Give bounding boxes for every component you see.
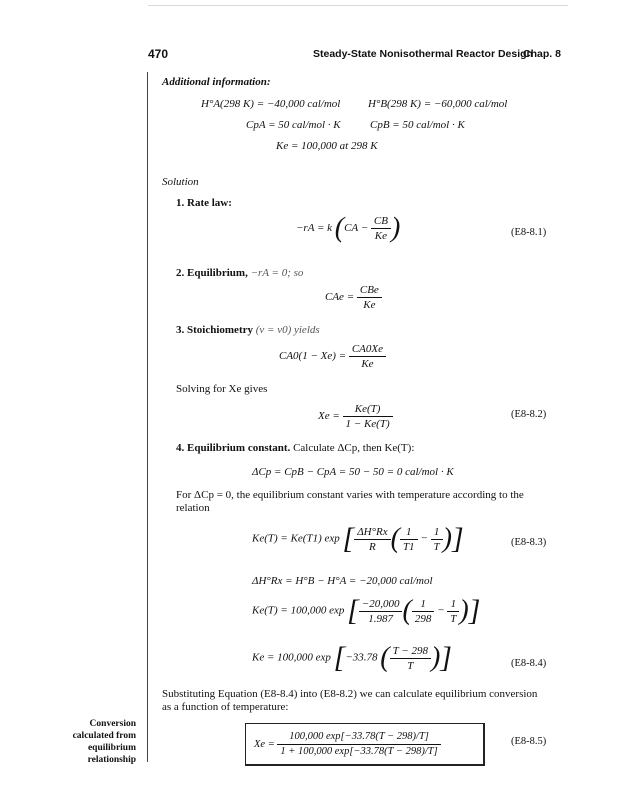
vant-hoff-equation: Ke(T) = Ke(T1) exp [ $\frac{\Delta H^\circ Rx}{R}$ ( $\frac{1}{T1}$ − $\frac{1}{T}$ )]	[252, 522, 464, 555]
stoichiometry-equation: CA0(1 − Xe) = $\frac{CA0Xe}{Ke}$	[279, 342, 386, 371]
margin-note: Conversion calculated from equilibrium relationship	[72, 719, 136, 765]
page-number: 470	[148, 47, 169, 61]
running-title: Steady-State Nonisothermal Reactor Design	[313, 48, 533, 60]
chapter-label: Chap. 8	[523, 48, 561, 60]
equation-number-1: (E8-8.1)	[511, 227, 547, 238]
rate-law-fraction: $\frac{CB}{Ke}$	[371, 214, 391, 243]
equilibrium-constant-given: Ke = 100,000 at 298 K	[276, 140, 378, 152]
rate-law-lhs: −rA = k	[296, 222, 333, 235]
equation-number-4: (E8-8.4)	[511, 658, 547, 669]
paragraph-substituting: Substituting Equation (E8-8.4) into (E8-8.2) we can calculate equilibrium conversion as a function of temperature:	[162, 688, 538, 713]
paren-open: (	[334, 212, 345, 244]
conversion-equation: Xe = $\frac{Ke(T)}{1 - Ke(T)}$	[318, 402, 393, 431]
rate-law-equation: −rA = k (CA − $\frac{CB}{Ke}$ )	[296, 212, 401, 244]
step-rate-law: 1. Rate law:	[176, 197, 232, 209]
top-rule	[148, 5, 568, 6]
final-conversion-equation: Xe = $\frac{100,000 \exp[-33.78(T - 298)/T]}{1 + 100,000 \exp[-33.78(T - 298)/T]}$	[254, 730, 441, 759]
step-equilibrium-constant: 4. Equilibrium constant. Calculate ΔCp, then Ke(T):	[176, 442, 415, 454]
equation-number-2: (E8-8.2)	[511, 409, 547, 420]
paragraph-constant-variation: For ΔCp = 0, the equilibrium constant varies with temperature according to the relation	[176, 489, 524, 514]
heat-capacity-a: CpA = 50 cal/mol · K	[246, 119, 341, 131]
heat-capacity-b: CpB = 50 cal/mol · K	[370, 119, 465, 131]
step-stoichiometry: 3. Stoichiometry (v = v0) yields	[176, 324, 320, 336]
equation-number-3: (E8-8.3)	[511, 537, 547, 548]
additional-info-heading: Additional information:	[162, 76, 271, 88]
equilibrium-equation: CAe = $\frac{\text{CBe}}{Ke}$	[325, 283, 382, 312]
step-equilibrium: 2. Equilibrium, −rA = 0; so	[176, 267, 304, 279]
margin-rule	[147, 72, 148, 762]
heat-of-reaction-equation: ΔH°Rx = H°B − H°A = −20,000 cal/mol	[252, 575, 433, 587]
enthalpy-a: H°A(298 K) = −40,000 cal/mol	[201, 98, 341, 110]
delta-cp-equation: ΔCp = CpB − CpA = 50 − 50 = 0 cal/mol · K	[252, 466, 454, 478]
solution-heading: Solution	[162, 176, 199, 188]
paren-close: )	[390, 212, 401, 244]
ke-numeric-equation: Ke(T) = 100,000 exp [ $\frac{-20,000}{1.987}$ ( $\frac{1}{298}$ − $\frac{1}{T}$ )]	[252, 594, 481, 627]
solving-text: Solving for Xe gives	[176, 383, 268, 395]
equation-number-5: (E8-8.5)	[511, 736, 547, 747]
ke-simplified-equation: Ke = 100,000 exp [−33.78 ( $\frac{T - 298}{T}$ )]	[252, 641, 452, 674]
enthalpy-b: H°B(298 K) = −60,000 cal/mol	[368, 98, 508, 110]
